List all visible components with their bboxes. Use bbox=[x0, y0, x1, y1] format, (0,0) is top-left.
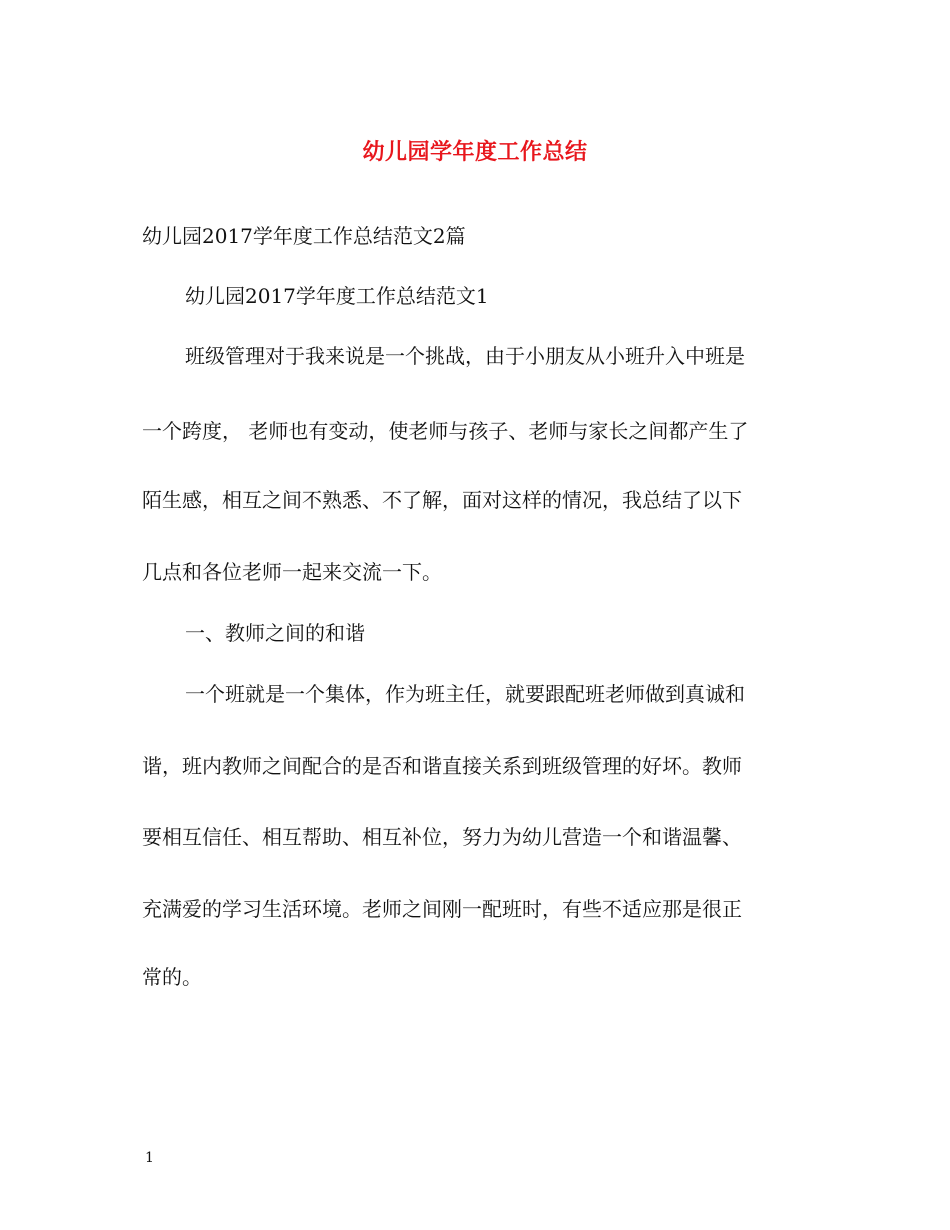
paragraph-line: 常的。 bbox=[142, 965, 202, 989]
paragraph-line: 一个班就是一个集体，作为班主任，就要跟配班老师做到真诚和 bbox=[185, 682, 745, 706]
paragraph-line: 一个跨度， 老师也有变动，使老师与孩子、老师与家长之间都产生了 bbox=[142, 419, 749, 443]
document-title: 幼儿园学年度工作总结 bbox=[362, 139, 588, 165]
paragraph-line: 要相互信任、相互帮助、相互补位，努力为幼儿营造一个和谐温馨、 bbox=[142, 825, 742, 849]
document-subtitle: 幼儿园2017学年度工作总结范文2篇 bbox=[142, 224, 466, 248]
section-heading: 一、教师之间的和谐 bbox=[185, 621, 365, 645]
paragraph-line: 陌生感，相互之间不熟悉、不了解，面对这样的情况，我总结了以下 bbox=[142, 488, 742, 512]
paragraph-line: 充满爱的学习生活环境。老师之间刚一配班时，有些不适应那是很正 bbox=[142, 897, 742, 921]
section-title: 幼儿园2017学年度工作总结范文1 bbox=[185, 284, 489, 308]
page-number: 1 bbox=[145, 1150, 154, 1166]
paragraph-line: 谐，班内教师之间配合的是否和谐直接关系到班级管理的好坏。教师 bbox=[142, 754, 742, 778]
paragraph-line: 班级管理对于我来说是一个挑战，由于小朋友从小班升入中班是 bbox=[185, 344, 745, 368]
paragraph-line: 几点和各位老师一起来交流一下。 bbox=[142, 560, 442, 584]
